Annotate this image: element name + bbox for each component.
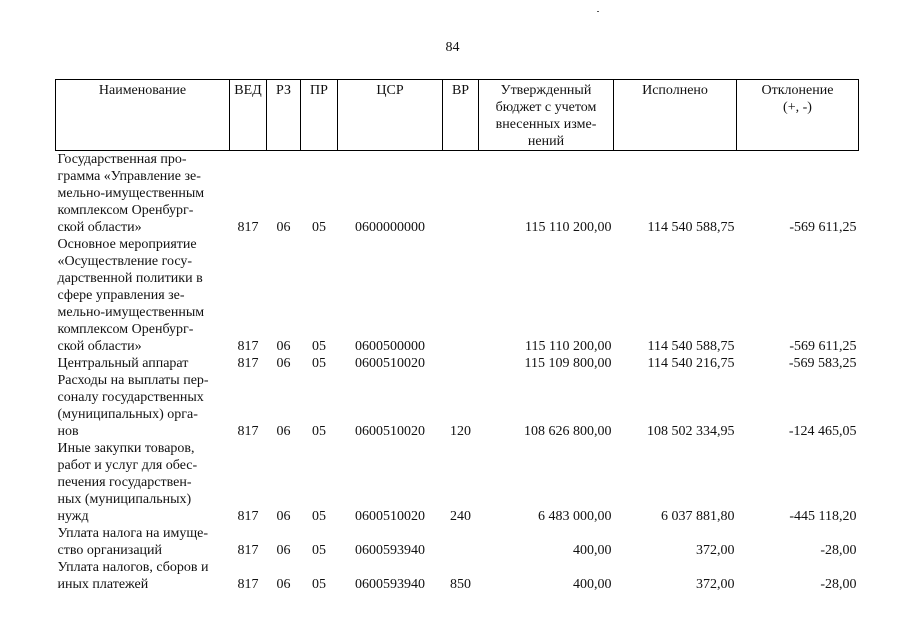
row-name-line: комплексом Оренбург- [57, 322, 194, 337]
row-approved: 400,00 [573, 543, 612, 558]
row-vr [443, 236, 479, 355]
table-row [56, 236, 859, 355]
row-approved: 115 110 200,00 [525, 220, 612, 235]
row-vr [443, 355, 479, 372]
row-ved: 817 [237, 543, 259, 558]
row-pr: 05 [312, 339, 326, 354]
header-name: Наименование [56, 80, 230, 151]
header-rz: РЗ [267, 80, 301, 151]
header-ved: ВЕД [230, 80, 267, 151]
row-vr [443, 525, 479, 559]
row-rz: 06 [276, 356, 291, 371]
row-pr: 05 [312, 543, 326, 558]
row-executed: 372,00 [696, 577, 735, 592]
header-approved-line: внесенных изме- [495, 117, 597, 132]
row-pr: 05 [312, 509, 326, 524]
row-executed: 108 502 334,95 [647, 424, 735, 439]
row-csr: 0600593940 [355, 577, 425, 592]
table-row [56, 525, 859, 559]
table-header-row [56, 80, 859, 151]
row-vr: 850 [450, 577, 471, 592]
row-name-line: грамма «Управление зе- [57, 169, 201, 184]
row-executed: 114 540 588,75 [647, 339, 735, 354]
row-ved: 817 [237, 220, 259, 235]
row-vr [443, 151, 479, 237]
row-ved: 817 [237, 339, 259, 354]
table-row [56, 559, 859, 593]
row-name [56, 559, 230, 593]
header-csr: ЦСР [338, 80, 443, 151]
table-row [56, 372, 859, 440]
header-approved-line: нений [527, 134, 565, 149]
row-rz: 06 [276, 424, 291, 439]
row-approved: 115 109 800,00 [524, 356, 612, 371]
row-deviation: -569 611,25 [789, 220, 857, 235]
row-approved: 115 110 200,00 [525, 339, 612, 354]
row-name [56, 236, 230, 355]
row-executed: 372,00 [696, 543, 735, 558]
row-deviation: -569 611,25 [789, 339, 857, 354]
header-approved-line: Утвержденный [500, 83, 592, 98]
page-number: 84 [445, 40, 460, 55]
row-name-line: нужд [57, 509, 89, 524]
row-deviation: -124 465,05 [788, 424, 857, 439]
row-csr: 0600500000 [355, 339, 425, 354]
table-row [56, 440, 859, 525]
row-deviation: -445 118,20 [789, 509, 857, 524]
row-ved: 817 [237, 577, 259, 592]
row-approved: 108 626 800,00 [524, 424, 612, 439]
row-name-line: ство организаций [57, 543, 163, 558]
row-name [56, 440, 230, 525]
row-name [56, 525, 230, 559]
row-approved: 400,00 [573, 577, 612, 592]
row-approved: 6 483 000,00 [538, 509, 612, 524]
header-pr: ПР [301, 80, 338, 151]
header-vr: ВР [443, 80, 479, 151]
row-deviation: -28,00 [820, 543, 857, 558]
row-name-line: мельно-имущественным [57, 305, 205, 320]
row-name-line: работ и услуг для обес- [57, 458, 198, 473]
row-name-line: соналу государственных [57, 390, 204, 405]
row-csr: 0600510020 [355, 509, 425, 524]
row-name-line: Уплата налога на имуще- [57, 526, 208, 541]
row-pr: 05 [312, 356, 326, 371]
scan-speck [597, 11, 599, 12]
row-pr: 05 [312, 424, 326, 439]
table-body [56, 151, 859, 594]
row-name-line: иных платежей [57, 577, 149, 592]
row-vr: 240 [450, 509, 471, 524]
row-csr: 0600593940 [355, 543, 425, 558]
row-name-line: (муниципальных) орга- [57, 407, 198, 422]
row-executed: 6 037 881,80 [661, 509, 735, 524]
row-name-line: Расходы на выплаты пер- [57, 373, 209, 388]
row-name [56, 151, 230, 237]
row-rz: 06 [276, 577, 291, 592]
row-name-line: печения государствен- [57, 475, 192, 490]
row-executed: 114 540 588,75 [647, 220, 735, 235]
row-name-line: ской области» [57, 220, 142, 235]
row-name-line: Центральный аппарат [57, 356, 189, 371]
row-name-line: Иные закупки товаров, [57, 441, 195, 456]
row-deviation: -569 583,25 [788, 356, 857, 371]
budget-table [55, 79, 859, 593]
row-name-line: мельно-имущественным [57, 186, 205, 201]
row-name-line: Государственная про- [57, 152, 187, 167]
row-rz: 06 [276, 220, 291, 235]
row-name-line: дарственной политики в [57, 271, 203, 286]
row-name [56, 355, 230, 372]
row-name-line: ской области» [57, 339, 142, 354]
table-row [56, 355, 859, 372]
row-ved: 817 [237, 424, 259, 439]
row-rz: 06 [276, 339, 291, 354]
row-name-line: Основное мероприятие [57, 237, 197, 252]
row-rz: 06 [276, 509, 291, 524]
row-deviation: -28,00 [820, 577, 857, 592]
row-ved: 817 [237, 356, 259, 371]
row-csr: 0600510020 [355, 356, 425, 371]
header-approved [479, 80, 614, 151]
table-row [56, 151, 859, 237]
header-deviation-line: Отклонение [761, 83, 834, 98]
row-ved: 817 [237, 509, 259, 524]
row-name-line: «Осуществление госу- [57, 254, 193, 269]
row-name-line: Уплата налогов, сборов и [57, 560, 209, 575]
row-name-line: нов [57, 424, 79, 439]
row-executed: 114 540 216,75 [647, 356, 735, 371]
header-deviation-line: (+, -) [783, 100, 812, 115]
header-approved-line: бюджет с учетом [495, 100, 597, 115]
row-csr: 0600000000 [355, 220, 425, 235]
row-name-line: комплексом Оренбург- [57, 203, 194, 218]
row-rz: 06 [276, 543, 291, 558]
row-name-line: сфере управления зе- [57, 288, 185, 303]
header-executed: Исполнено [614, 80, 737, 151]
row-pr: 05 [312, 577, 326, 592]
row-pr: 05 [312, 220, 326, 235]
row-csr: 0600510020 [355, 424, 425, 439]
row-name-line: ных (муниципальных) [57, 492, 192, 507]
row-vr: 120 [450, 424, 471, 439]
header-deviation [737, 80, 859, 151]
row-name [56, 372, 230, 440]
